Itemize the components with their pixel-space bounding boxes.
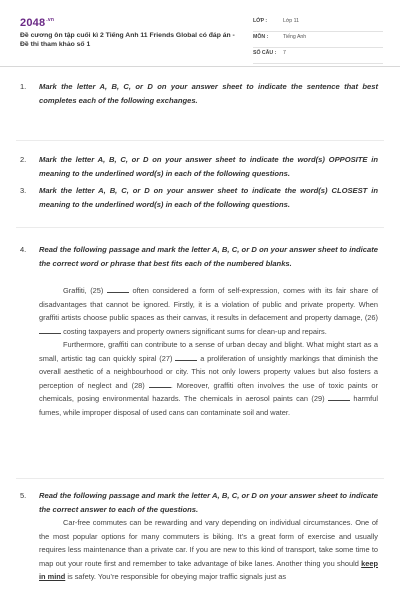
question-3-instruction: Mark the letter A, B, C, or D on your answer sheet to indicate the word(s) CLOSEST in meaning to the underlined word(s) in each of the following questions. — [39, 186, 378, 209]
question-4-instruction: Read the following passage and mark the letter A, B, C, or D on your answer sheet to indicate the correct word or phrase that best fits each of the numbered blanks. — [39, 245, 378, 268]
header-divider — [0, 66, 400, 67]
passage-5 — [39, 516, 378, 584]
site-logo[interactable]: $2048^{.vn}$ — [20, 17, 55, 29]
blank-26 — [39, 327, 61, 334]
passage-4 — [39, 284, 378, 419]
question-5-instruction: Read the following passage and mark the letter A, B, C, or D on your answer sheet to indicate the correct answer to each of the questions. — [39, 491, 378, 514]
meta-grade: LỚP : Lớp 11 — [253, 16, 383, 32]
passage-4-paragraph-1: Graffiti, (25) often considered a form of self-expression, comes with its fair share of disadvantages that cannot be ignored. Firstly, it is a violation of public and private property. When graffiti artists choose public spaces as their canvas, it results in defacement and property damage, (26) costing taxpayers and property owners significant sums for clean-up and repairs. — [39, 286, 378, 336]
blank-27 — [175, 354, 197, 361]
passage-5-paragraph-1: Car-free commutes can be rewarding and vary depending on individual circumstances. One of the most popular options for many commuters is biking. It’s a great form of exercise and usually requires less maintenance than a private car. If you are new to this kind of transport, take some time to map out your route first and remember to take advantage of bike lanes. Another thing you should keep in mind is safety. You’re responsible for obeying major traffic signals just as — [39, 518, 379, 581]
blank-29 — [328, 394, 350, 401]
divider — [16, 478, 384, 479]
meta-question-count: SỐ CÂU : 7 — [253, 48, 383, 64]
blank-25 — [107, 286, 129, 293]
meta-subject: MÔN : Tiếng Anh — [253, 32, 383, 48]
divider — [16, 227, 384, 228]
underlined-phrase: keep in mind — [39, 558, 379, 581]
divider — [16, 140, 384, 141]
document-meta — [253, 16, 383, 64]
question-1-instruction: Mark the letter A, B, C, or D on your answer sheet to indicate the sentence that best completes each of the following exchanges. — [39, 82, 378, 105]
question-2-instruction: Mark the letter A, B, C, or D on your answer sheet to indicate the word(s) OPPOSITE in meaning to the underlined word(s) in each of the following questions. — [39, 155, 378, 178]
page-header — [0, 0, 400, 66]
document-page: $2048^{.vn}$ Đề cương ôn tập cuối kì 2 Tiếng Anh 11 Friends Global có đáp án - Đề thi tham khảo số 1 LỚP : Lớp 11 MÔN : Tiếng Anh SỐ CÂU : 7 1. Mark the letter A, B, C, or D on your answer sheet to indicate the sentence that best completes each of the following exchanges. 2. Mark the letter A, B, C, or D on your answer sheet to indicate the word(s) OPPOSITE in meaning to the underlined word(s) in each of the following questions. 3. Mark the letter A, B, C, or D on your answer sheet to indicate the word(s) CLOSEST in meaning to the underlined word(s) in each of the following questions. 4. Read the following passage and mark the letter A, B, C, or D on your answer sheet to indicate the correct word or phrase that best fits each of the numbered blanks. Graffiti, (25) often considered a form of self-expression, comes with its fair share of disadvantages that cannot be ignored. Firstly, it is a violation of public and private property. When graffiti artists choose public spaces as their canvas, it results in defacement and property damage, (26) costing taxpayers and property owners significant sums for clean-up and repairs. Furthermore, graffiti can contribute to a sense of urban decay and blight. What might start as a small, artistic tag can quickly spiral (27) a proliferation of unsightly markings that diminish the overall aesthetic of a neighbourhood or city. This not only lowers property values but also fosters a perception of neglect and (28) . Moreover, graffiti often involves the use of toxic paints or chemicals, posing environmental hazards. The chemicals in aerosol paints can (29) harmful fumes, while improper disposal of used cans can contaminate soil and water. 5. Read the following passage and mark the letter A, B, C, or D on your answer sheet to indicate the correct answer to each of the questions. Car-free commutes can be rewarding and vary depending on individual circumstances. One of the most popular options for many commuters is biking. It’s a great form of exercise and usually requires less maintenance than a private car. If you are new to this kind of transport, take some time to map out your route first and remember to take advantage of bike lanes. Another thing you should keep in mind is safety. You’re responsible for obeying major traffic signals just as — [0, 0, 400, 600]
document-title: Đề cương ôn tập cuối kì 2 Tiếng Anh 11 Friends Global có đáp án - Đề thi tham khảo số 1 — [20, 32, 235, 49]
passage-4-paragraph-2: Furthermore, graffiti can contribute to a sense of urban decay and blight. What might start as a small, artistic tag can quickly spiral (27) a proliferation of unsightly markings that diminish the overall aesthetic of a neighbourhood or city. This not only lowers property values but also fosters a perception of neglect and (28) . Moreover, graffiti often involves the use of toxic paints or chemicals, posing environmental hazards. The chemicals in aerosol paints can (29) harmful fumes, while improper disposal of used cans can contaminate soil and water. — [39, 340, 378, 417]
blank-28 — [149, 381, 171, 388]
